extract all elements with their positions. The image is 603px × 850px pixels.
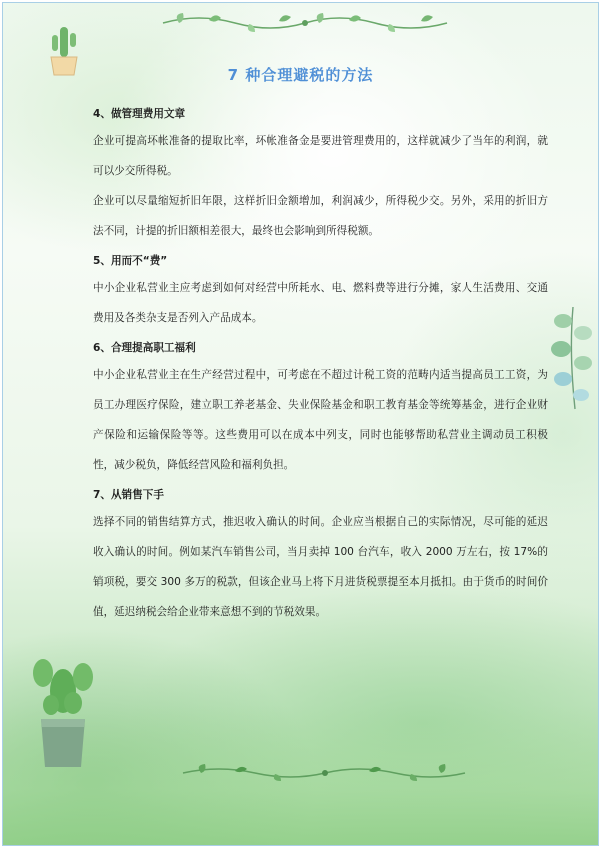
- right-leaf-sprig: [543, 303, 595, 413]
- paragraph: 中小企业私营业主在生产经营过程中，可考虑在不超过计税工资的范畴内适当提高员工工资，为员工办理医疗保险，建立职工养老基金、失业保险基金和职工教育基金等统筹基金，进行企业财产保险和运输保险等等。这些费用可以在成本中列支，同时也能够帮助私营业主调动员工积极性，减少税负，降低经营风险和福利负担。: [93, 369, 548, 471]
- large-cactus-pot: [21, 651, 105, 773]
- top-vine-garland: [159, 11, 451, 33]
- paragraph: 中小企业私营业主应考虑到如何对经营中所耗水、电、燃料费等进行分摊，家人生活费用、交通费用及各类杂支是否列入产品成本。: [93, 282, 548, 324]
- section-heading: 7、从销售下手: [93, 489, 164, 501]
- page-title: 7 种合理避税的方法: [227, 66, 374, 84]
- section-heading: 6、合理提高职工福利: [93, 342, 196, 354]
- bottom-vine-garland: [179, 763, 469, 783]
- section-heading: 4、做管理费用文章: [93, 108, 186, 120]
- paragraph: 企业可以尽量缩短折旧年限，这样折旧金额增加，利润减少，所得税少交。另外，采用的折旧方法不同，计提的折旧额相差很大，最终也会影响到所得税额。: [93, 195, 548, 237]
- page-background: [2, 2, 599, 846]
- article-body: [93, 99, 548, 627]
- section-heading: 5、用而不“费”: [93, 255, 168, 267]
- paragraph: 选择不同的销售结算方式，推迟收入确认的时间。企业应当根据自己的实际情况，尽可能的延迟收入确认的时间。例如某汽车销售公司，当月卖掉 100 台汽车，收入 2000 万左右，按 17%的销项税，要交 300 多万的税款，但该企业马上将下月进货税票提至本月抵扣。由于货币的时间价值，延迟纳税会给企业带来意想不到的节税效果。: [93, 516, 548, 618]
- paragraph: 企业可提高坏帐准备的提取比率，坏帐准备金是要进管理费用的，这样就减少了当年的利润，就可以少交所得税。: [93, 135, 548, 177]
